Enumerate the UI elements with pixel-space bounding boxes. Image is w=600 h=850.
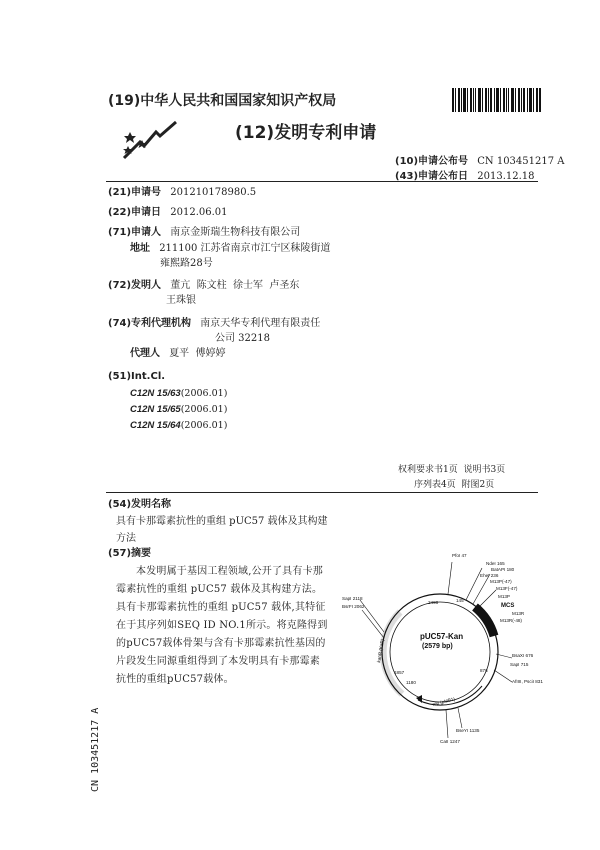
cnipa-logo [120,118,180,162]
pub-date: 2013.12.18 [477,171,535,182]
feature-m13p: M13P [498,594,511,599]
ipc-row [130,388,227,399]
application-date: 2012.06.01 [170,207,228,218]
application-number-label: (21)申请号 [108,187,162,198]
feature-caii: CaII 1247 [440,739,460,744]
feature-m13p47: M13P(-47) [490,579,512,584]
ipc-label-text: (51)Int.Cl. [108,371,166,382]
inventors-label: (72)发明人 [108,280,162,291]
agent: 夏平 傅婷婷 [169,348,226,359]
applicant-row [108,226,300,240]
pub-number: CN 103451217 A [477,156,565,167]
feature-ehei: EheI 236 [480,573,499,578]
position-876: 876 [480,668,488,673]
agent-label: 代理人 [130,348,160,359]
position-145: 145 [456,598,464,603]
address-line-2: 雍熙路28号 [160,258,213,269]
ipc-label [108,370,165,384]
application-date-label: (22)申请日 [108,207,162,218]
barcode-graphic [452,88,542,112]
application-date-row [108,206,228,220]
ipc-version: (2006.01) [180,388,228,399]
agency-line-2: 公司 32218 [215,333,270,344]
applicant-label: (71)申请人 [108,227,162,238]
ipc-code: C12N 15/64 [130,420,181,431]
top-rule [106,181,538,182]
ipc-code: C12N 15/65 [130,404,181,415]
plasmid-name: pUC57-Kan [420,632,464,641]
ipc-row [130,420,227,431]
pub-date-label: (43)申请公布日 [395,171,469,182]
agent-row [130,347,226,361]
page-count-line-2: 序列表4页 附图2页 [414,480,495,490]
ipc-row [130,404,227,415]
kan-gene-arc [383,612,405,694]
side-publication-number: CN 103451217 A [90,707,101,792]
position-1180: 1180 [406,680,416,685]
ipc-code: C12N 15/63 [130,388,181,399]
application-number: 201210178980.5 [170,187,257,198]
feature-pfoi: PfoI 47 [452,553,467,558]
mcs-block [475,607,494,636]
cnipa-emblem-icon [120,118,180,162]
applicant: 南京金斯瑞生物科技有限公司 [170,227,301,238]
pub-number-label: (10)申请公布号 [395,156,469,167]
address-line-1: 211100 江苏省南京市江宁区秣陵街道 [159,243,331,254]
abstract-label [108,547,151,561]
feature-m13r: M13R [512,611,525,616]
agency-label: (74)专利代理机构 [108,318,192,329]
address-row [130,242,331,256]
address-label: 地址 [130,243,150,254]
inventors-line-2: 王珠银 [166,295,196,306]
barcode [452,88,542,112]
ipc-version: (2006.01) [180,404,228,415]
title-label [108,498,171,512]
application-number-row [108,186,256,200]
abstract-label-text: (57)摘要 [108,548,152,559]
pub-date-row [395,167,535,182]
inner-circle [390,602,490,702]
plasmid-map [340,552,543,752]
feature-m13r48: M13R(-48) [500,618,522,623]
feature-sapi-2118: SapI 2118 [342,596,363,601]
inventors-line-1: 董亢 陈文柱 徐士军 卢圣东 [170,280,300,291]
feature-m13f47: M13F(-47) [496,586,518,591]
page-count-line-1: 权利要求书1页 说明书3页 [398,465,506,475]
inventors-row [108,279,299,293]
feature-batapi: BatAPI 180 [491,567,515,572]
feature-mcs: MCS [501,603,515,609]
feature-ndei: NdeI 165 [486,561,505,566]
invention-title: 具有卡那霉素抗性的重组 pUC57 载体及其构建方法 [116,516,328,544]
feature-bseyi: BseYI 1135 [456,728,480,733]
position-2498: 2498 [428,600,439,605]
feature-rep: rep (pMB1) [432,696,456,707]
feature-sapi: SapI 715 [510,662,529,667]
feature-afiiii: AfIIII, PsciI 831 [512,679,543,684]
plasmid-size: (2579 bp) [422,643,453,650]
feature-bsaxi: BsaXI 676 [512,653,534,658]
feature-bsrfi: BsrFI 2062 [342,604,365,609]
position-1857: 1857 [394,670,405,675]
agency-row [108,317,320,331]
feature-kan: kanR (KaP) [376,638,386,663]
agency-line-1: 南京天华专利代理有限责任 [200,318,321,329]
ipc-version: (2006.01) [180,420,228,431]
title-label-text: (54)发明名称 [108,499,172,510]
document-type: (12)发明专利申请 [235,123,377,143]
middle-rule [106,492,538,493]
abstract-text: 本发明属于基因工程领域,公开了具有卡那霉素抗性的重组 pUC57 载体及其构建方法。具有卡那霉素抗性的重组 pUC57 载体,其特征在于其序列如SEQ ID NO.1所示。将克隆得到的pUC57载体骨架与含有卡那霉素抗性基因的片段发生同源重组得到了本发明具有卡那霉素抗性的重组pUC57载体。 [116,566,328,685]
pub-number-row [395,152,565,167]
office-name: (19)中华人民共和国国家知识产权局 [108,93,337,109]
